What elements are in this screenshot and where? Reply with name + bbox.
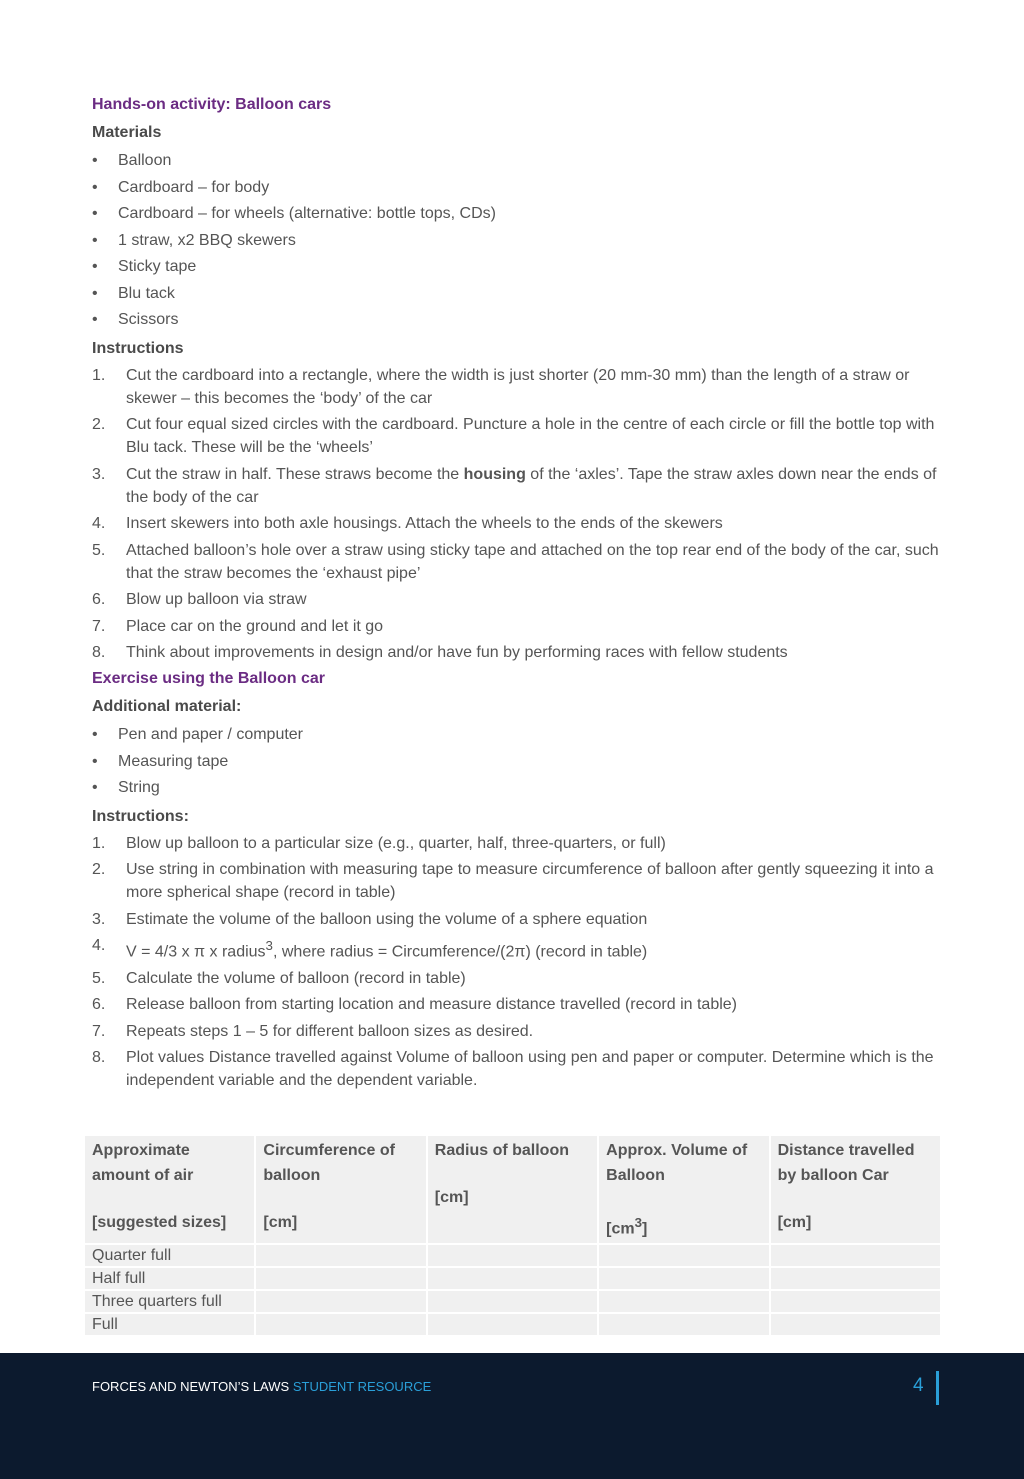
page-content xyxy=(92,96,942,1098)
list-item: 5. Attached balloon’s hole over a straw using sticky tape and attached on the top rear end of the body of the car, such that the straw becomes the ‘exhaust pipe’ xyxy=(92,541,939,582)
table-cell xyxy=(428,1268,597,1289)
table-row xyxy=(85,1245,940,1266)
instructions-list xyxy=(92,364,942,665)
table-cell xyxy=(428,1314,597,1335)
table-cell xyxy=(428,1245,597,1266)
section-title: Hands-on activity: Balloon cars xyxy=(92,96,332,113)
list-item: 2. Use string in combination with measuring tape to measure circumference of balloon after gently squeezing it into a more spherical shape (record in table) xyxy=(92,861,934,901)
materials-list xyxy=(92,148,942,334)
table-cell xyxy=(771,1245,940,1266)
column-header: Radius of balloon [cm] xyxy=(428,1136,597,1243)
list-item: • Cardboard – for wheels (alternative: bottle tops, CDs) xyxy=(92,205,496,222)
list-item: 3. Cut the straw in half. These straws become the housing of the ‘axles’. Tape the straw axles down near the ends of the body of the car xyxy=(92,465,937,506)
page-footer xyxy=(0,1353,1024,1479)
exercise-instructions-heading: Instructions: xyxy=(92,807,189,825)
exercise-title: Exercise using the Balloon car xyxy=(92,670,325,687)
table-cell xyxy=(771,1314,940,1335)
exercise-instructions-list xyxy=(92,832,942,1093)
table-row xyxy=(85,1314,940,1335)
table-cell xyxy=(256,1268,425,1289)
table-row xyxy=(85,1268,940,1289)
table-cell xyxy=(599,1291,768,1312)
materials-heading: Materials xyxy=(92,124,162,141)
page-number-divider xyxy=(936,1371,939,1405)
results-table xyxy=(83,1134,942,1337)
list-item: • Balloon xyxy=(92,152,172,169)
list-item: 7. Repeats steps 1 – 5 for different balloon sizes as desired. xyxy=(92,1022,534,1040)
table-cell xyxy=(256,1314,425,1335)
list-item: • 1 straw, x2 BBQ skewers xyxy=(92,231,296,249)
list-item: • String xyxy=(92,779,160,796)
row-label: Half full xyxy=(85,1268,254,1289)
list-item: 8. Plot values Distance travelled against Volume of balloon using pen and paper or computer. Determine which is the independent variable and the dependent variable. xyxy=(92,1049,934,1090)
additional-material-heading: Additional material: xyxy=(92,698,242,715)
row-label: Quarter full xyxy=(85,1245,254,1266)
table-cell xyxy=(428,1291,597,1312)
list-item: • Scissors xyxy=(92,311,179,328)
list-item: • Blu tack xyxy=(92,284,175,302)
list-item: 1. Blow up balloon to a particular size (e.g., quarter, half, three-quarters, or full) xyxy=(92,834,666,852)
table-row xyxy=(85,1291,940,1312)
list-item: 7. Place car on the ground and let it go xyxy=(92,617,384,635)
column-header: Approx. Volume of Balloon $[cm^3]$ xyxy=(599,1136,768,1243)
additional-materials-list xyxy=(92,722,942,802)
column-header: Distance travelled by balloon Car [cm] xyxy=(771,1136,940,1243)
column-header: Circumference of balloon [cm] xyxy=(256,1136,425,1243)
table-cell xyxy=(599,1268,768,1289)
list-item: 6. Release balloon from starting location and measure distance travelled (record in table) xyxy=(92,996,737,1014)
footer-label: FORCES AND NEWTON’S LAWS STUDENT RESOURCE xyxy=(92,1379,432,1394)
list-item: • Measuring tape xyxy=(92,752,229,770)
list-item: 5. Calculate the volume of balloon (record in table) xyxy=(92,969,466,987)
list-item: 2. Cut four equal sized circles with the cardboard. Puncture a hole in the centre of each circle or fill the bottle top with Blu tack. These will be the ‘wheels’ xyxy=(92,416,935,456)
list-item: 8. Think about improvements in design and/or have fun by performing races with fellow students xyxy=(92,644,788,661)
table-header-row xyxy=(85,1136,940,1243)
table-cell xyxy=(771,1291,940,1312)
list-item: 4. Insert skewers into both axle housings. Attach the wheels to the ends of the skewers xyxy=(92,515,723,532)
column-header: Approximate amount of air [suggested sizes] xyxy=(85,1136,254,1243)
table-cell xyxy=(599,1314,768,1335)
table-cell xyxy=(771,1268,940,1289)
table-cell xyxy=(256,1245,425,1266)
list-item: 1. Cut the cardboard into a rectangle, where the width is just shorter (20 mm-30 mm) than the length of a straw or skewer – this becomes the ‘body’ of the car xyxy=(92,366,910,407)
instructions-heading: Instructions xyxy=(92,339,184,357)
table-cell xyxy=(599,1245,768,1266)
list-item: • Pen and paper / computer xyxy=(92,726,304,743)
row-label: Three quarters full xyxy=(85,1291,254,1312)
row-label: Full xyxy=(85,1314,254,1335)
list-item: • Cardboard – for body xyxy=(92,178,270,196)
list-item: 4. V = 4/3 x π x radius$^3$, where radius = Circumference/(2π) (record in table) xyxy=(92,937,648,961)
list-item: • Sticky tape xyxy=(92,258,197,275)
list-item: 3. Estimate the volume of the balloon using the volume of a sphere equation xyxy=(92,910,648,928)
page-number: 4 xyxy=(913,1375,924,1396)
list-item: 6. Blow up balloon via straw xyxy=(92,591,307,608)
table-cell xyxy=(256,1291,425,1312)
